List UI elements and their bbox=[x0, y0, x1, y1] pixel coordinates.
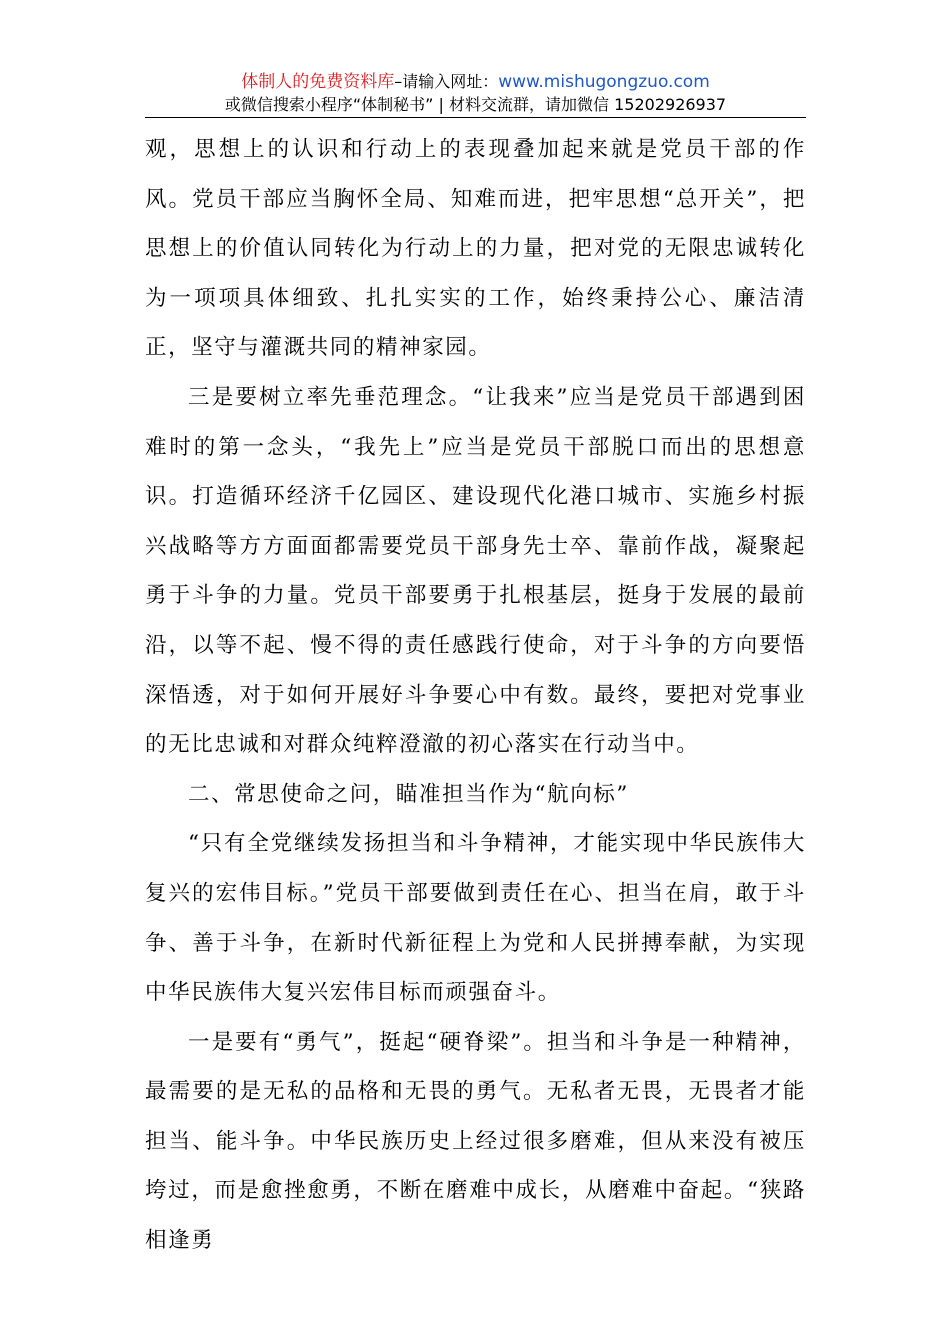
paragraph-continued: 观，思想上的认识和行动上的表现叠加起来就是党员干部的作风。党员干部应当胸怀全局、知难而进，把牢思想“总开关”，把思想上的价值认同转化为行动上的力量，把对党的无限忠诚转化为一项项具体细致、扎扎实实的工作，始终秉持公心、廉洁清正，坚守与灌溉共同的精神家园。 bbox=[145, 137, 806, 361]
header-url-link[interactable]: www.mishugongzuo.com bbox=[498, 72, 710, 92]
page-header bbox=[145, 70, 806, 116]
header-brand: 体制人的免费资料库 bbox=[241, 72, 395, 92]
header-banner bbox=[145, 70, 806, 94]
section-heading: 二、常思使命之问，瞄准担当作为“航向标” bbox=[188, 781, 629, 807]
paragraph: “只有全党继续发扬担当和斗争精神，才能实现中华民族伟大复兴的宏伟目标。”党员干部要做到责任在心、担当在肩，敢于斗争、善于斗争，在新时代新征程上为党和人民拼搏奉献，为实现中华民族伟大复兴宏伟目标而顽强奋斗。 bbox=[145, 831, 806, 1006]
document-body bbox=[145, 125, 806, 1266]
paragraph: 一是要有“勇气”，挺起“硬脊梁”。担当和斗争是一种精神，最需要的是无私的品格和无畏的勇气。无私者无畏，无畏者才能担当、能斗争。中华民族历史上经过很多磨难，但从来没有被压垮过，而是愈挫愈勇，不断在磨难中成长，从磨难中奋起。“狭路相逢勇 bbox=[145, 1029, 806, 1254]
header-divider bbox=[145, 117, 806, 118]
paragraph: 三是要树立率先垂范理念。“让我来”应当是党员干部遇到困难时的第一念头，“我先上”应当是党员干部脱口而出的思想意识。打造循环经济千亿园区、建设现代化港口城市、实施乡村振兴战略等方方面面都需要党员干部身先士卒、靠前作战，凝聚起勇于斗争的力量。党员干部要勇于扎根基层，挺身于发展的最前沿，以等不起、慢不得的责任感践行使命，对于斗争的方向要悟深悟透，对于如何开展好斗争要心中有数。最终，要把对党事业的无比忠诚和对群众纯粹澄澈的初心落实在行动当中。 bbox=[145, 384, 806, 758]
header-contact-line: 或微信搜索小程序“体制秘书” | 材料交流群，请加微信 15202926937 bbox=[224, 95, 727, 114]
header-prompt: –请输入网址： bbox=[394, 72, 499, 91]
